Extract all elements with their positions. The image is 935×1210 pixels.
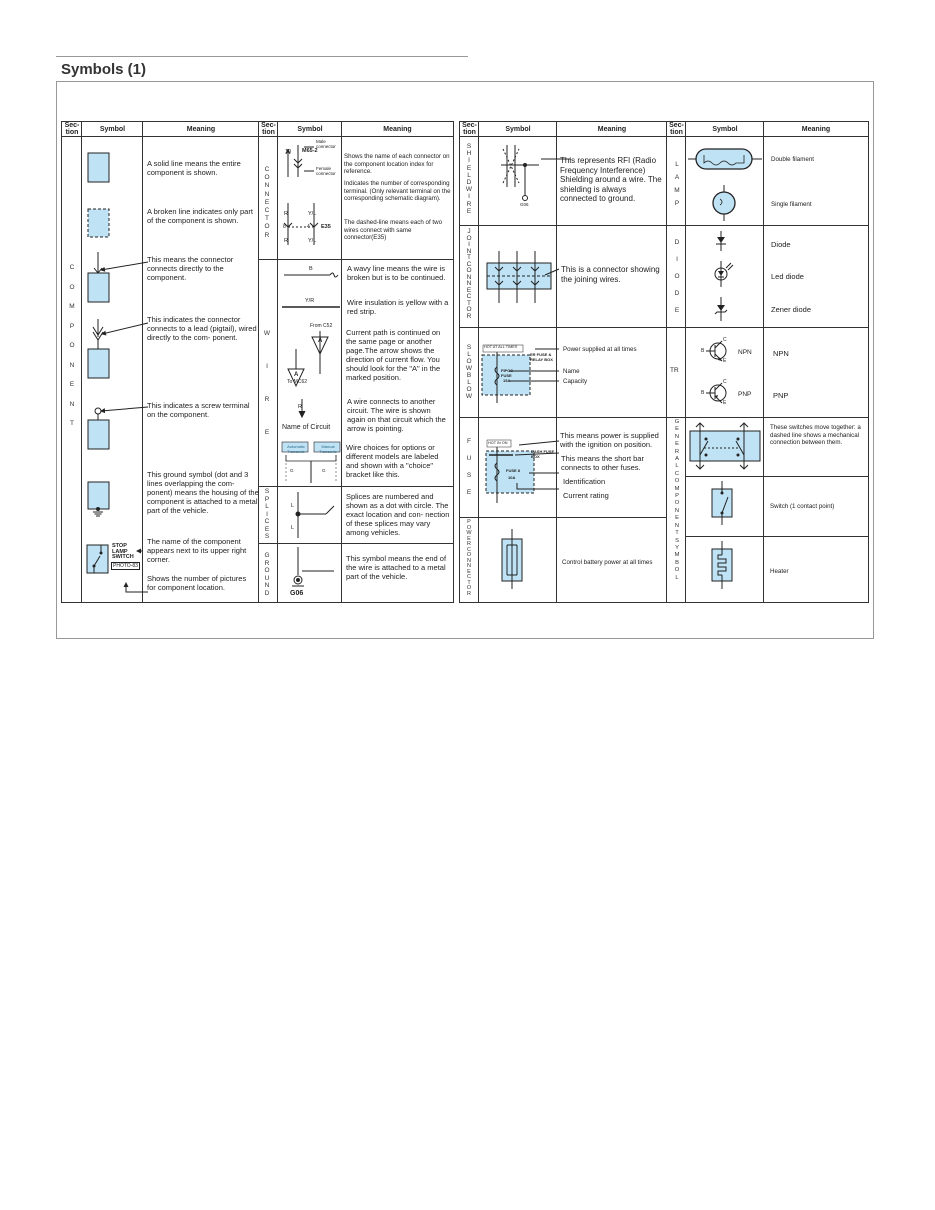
component-meaning: Shows the number of pictures for component location. — [147, 574, 247, 592]
lamp-meaning: Double filament — [771, 156, 814, 163]
general-component-meaning: Heater — [770, 568, 789, 575]
diode-meaning: Diode — [771, 240, 791, 249]
section-label-general-component: G E N E R A L C O M P O N E N T S Y M B O L — [674, 419, 680, 581]
section-label-wire: W I R E — [263, 330, 271, 436]
power-connector-meaning: Control battery power at all times — [562, 559, 653, 566]
section-label-connector: C O N N E C T O R — [264, 166, 270, 239]
transistor-base-label: B — [701, 390, 705, 396]
shield-meaning: This represents RFI (Radio Frequency Interference) Shielding around a wire. The shielding is always connected to ground. — [560, 156, 662, 204]
header-meaning: Meaning — [764, 122, 868, 137]
connector-meaning: Indicates the number of corresponding terminal. (Only relevant terminal on the corresponding schematic diagram). — [344, 180, 451, 203]
component-meaning: This ground symbol (dot and 3 lines overlapping the com- ponent) means the housing of the component is attached to a metal part of the vehicle. — [147, 470, 259, 515]
transistor-base-label: B — [701, 348, 705, 354]
wire-color-label: R — [298, 404, 302, 410]
joint-connector-symbol — [479, 225, 557, 327]
diode-meaning: Led diode — [771, 272, 804, 281]
joint-connector-meaning: This is a connector showing the joining wires. — [561, 265, 660, 284]
component-name-label: STOP LAMP SWITCH — [112, 543, 134, 561]
transistor-collector-label: C — [723, 337, 727, 343]
wire-arrow-letter: A — [318, 338, 323, 344]
slow-blow-meaning: Name — [563, 368, 580, 375]
fuse-meaning: This means the short bar connects to other fuses. — [561, 454, 644, 472]
shield-ground-code: G06 — [520, 202, 529, 207]
tr-meaning: PNP — [773, 391, 789, 400]
pin-number-label: 4 — [307, 224, 310, 230]
header-meaning: Meaning — [143, 122, 259, 137]
ground-symbol — [278, 543, 342, 602]
section-label-splices: S P L I C E S — [264, 488, 270, 540]
section-label-joint-connector: J O I N T C O N N E C T O R — [466, 228, 472, 320]
connector-meaning: Shows the name of each connector on the component location index for reference. — [344, 153, 450, 176]
ground-meaning: This symbol means the end of the wire is attached to a metal part of the vehicle. — [346, 554, 447, 581]
section-label-ground: G R O U N D — [264, 552, 270, 597]
section-label-component: C O M P O N E N T — [69, 264, 75, 427]
power-connector-symbol — [479, 517, 557, 602]
left-symbols-table — [61, 121, 454, 603]
splice-symbol — [278, 486, 342, 543]
header-section: Sec- tion — [62, 122, 82, 137]
section-label-power-connector: P O W E R C O N N E C T O R — [466, 519, 472, 597]
page-title: Symbols (1) — [61, 61, 147, 78]
slow-blow-hot-label: HOT AT ALL TIMES — [484, 345, 518, 349]
name-of-circuit-label: Name of Circuit — [282, 424, 331, 431]
wire-color-label: Y/L — [308, 211, 317, 217]
wire-meaning: A wire connects to another circuit. The wire is shown again on that circuit which the arrow is pointing. — [347, 397, 446, 433]
photo-label: PHOTO-83 — [113, 563, 138, 569]
fuse-name-label: FUSE 8 — [506, 468, 521, 473]
wire-to-label: To MC62 — [287, 379, 308, 385]
transistor-emitter-label: E — [723, 358, 727, 364]
general-component-meaning: Switch (1 contact point) — [770, 503, 835, 510]
wire-color-label: R — [284, 211, 288, 217]
section-label-fuse: F U S E — [466, 438, 472, 496]
splices-meaning: Splices are numbered and shown as a dot with circle. The exact location and con- nection of these splices may vary among vehicles. — [346, 492, 450, 537]
lamp-symbols — [686, 137, 764, 225]
diode-symbols — [686, 225, 764, 327]
shield-wire-symbol — [479, 137, 557, 225]
female-connector-label: Female connector — [316, 166, 336, 176]
title-top-rule — [56, 56, 468, 57]
header-symbol: Symbol — [479, 122, 557, 137]
section-label-shield-wire: S H I E L D W I R E — [465, 143, 473, 215]
section-label-diode: D I O D E — [674, 239, 680, 314]
header-meaning: Meaning — [342, 122, 453, 137]
column-divider — [666, 122, 667, 602]
fuse-meaning: Current rating — [563, 491, 609, 500]
wire-arrow-letter: A — [294, 372, 299, 378]
wire-color-label: Y/L — [308, 238, 317, 244]
wire-meaning: Current path is continued on the same page or another page.The arrow shows the direction of current flow. You should look for the "A" in the marked position. — [346, 328, 441, 382]
component-meaning: A broken line indicates only part of the component is shown. — [147, 207, 253, 225]
ground-code-label: G06 — [290, 590, 304, 597]
section-label-slow-blow: S L O W B L O W — [465, 344, 473, 400]
fuse-box-label: DASH FUSE BOX — [531, 449, 555, 459]
component-meaning: The name of the component appears next to its upper right corner. — [147, 537, 247, 564]
fuse-hot-label: HOT IN ON — [488, 441, 508, 445]
transistor-emitter-label: E — [723, 400, 727, 406]
wire-meaning: A wavy line means the wire is broken but is to be continued. — [347, 264, 446, 282]
tr-meaning: NPN — [773, 349, 789, 358]
header-section: Sec- tion — [460, 122, 479, 137]
fuse-meaning: Identification — [563, 477, 606, 486]
section-label-tr: TR — [670, 367, 679, 374]
diode-meaning: Zener diode — [771, 305, 812, 314]
header-section: Sec- tion — [667, 122, 686, 137]
general-component-meaning: These switches move together: a dashed line shows a mechanical connection between them. — [770, 424, 861, 447]
connector-meaning: The dashed-line means each of two wires connect with same connector(E35) — [344, 219, 443, 242]
general-component-symbols — [686, 417, 764, 602]
right-symbols-table — [459, 121, 869, 603]
wire-color-label: R — [284, 238, 288, 244]
component-meaning: A solid line means the entire component is shown. — [147, 159, 241, 177]
fuse-amp-label: 10A — [508, 475, 516, 480]
header-section: Sec- tion — [259, 122, 278, 137]
header-symbol: Symbol — [82, 122, 143, 137]
pin-number-label: 8 — [283, 224, 286, 230]
npn-symbol-label: NPN — [738, 349, 752, 356]
slow-blow-amp-label: 15A — [503, 378, 511, 383]
wire-meaning: Wire insulation is yellow with a red strip. — [347, 298, 449, 316]
connector-code: M65-2 — [302, 148, 318, 154]
wire-color-label: Y/R — [305, 298, 315, 304]
wire-color-label: B — [309, 266, 313, 272]
slow-blow-fuse-name: FIPCG FUSE — [501, 368, 514, 378]
slow-blow-meaning: Capacity — [563, 378, 588, 385]
section-label-lamp: L A M P — [674, 161, 680, 207]
wire-color-label: L — [291, 525, 295, 531]
transistor-collector-label: C — [723, 379, 727, 385]
wire-from-label: From C52 — [310, 323, 333, 329]
connector-terminal-number: 10 — [285, 149, 292, 155]
component-meaning: This indicates a screw terminal on the component. — [147, 401, 250, 419]
header-meaning: Meaning — [557, 122, 667, 137]
wire-color-label: G — [322, 468, 326, 473]
automatic-transaxle-label: Automatic Transaxle — [287, 444, 305, 454]
connector-e35-label: E35 — [321, 224, 331, 230]
pnp-symbol-label: PNP — [738, 391, 752, 398]
fuse-meaning: This means power is supplied with the ignition on position. — [560, 431, 659, 449]
slow-blow-box-label: ER FUSE & RELAY BOX — [530, 352, 553, 362]
slow-blow-meaning: Power supplied at all times — [563, 346, 637, 353]
component-meaning: This indicates the connector connects to a lead (pigtail), wired directly to the com- ponent. — [147, 315, 257, 342]
header-symbol: Symbol — [686, 122, 764, 137]
manual-transaxle-label: Manual Transaxle — [319, 444, 337, 454]
wire-meaning: Wire choices for options or different models are labeled and shown with a "choice" bracket like this. — [346, 443, 439, 479]
component-meaning: This means the connector connects directly to the component. — [147, 255, 234, 282]
wire-color-label: L — [291, 503, 295, 509]
lamp-meaning: Single filament — [771, 201, 812, 208]
male-connector-label: Male connector — [316, 139, 336, 149]
wire-color-label: G — [290, 468, 294, 473]
header-symbol: Symbol — [278, 122, 342, 137]
